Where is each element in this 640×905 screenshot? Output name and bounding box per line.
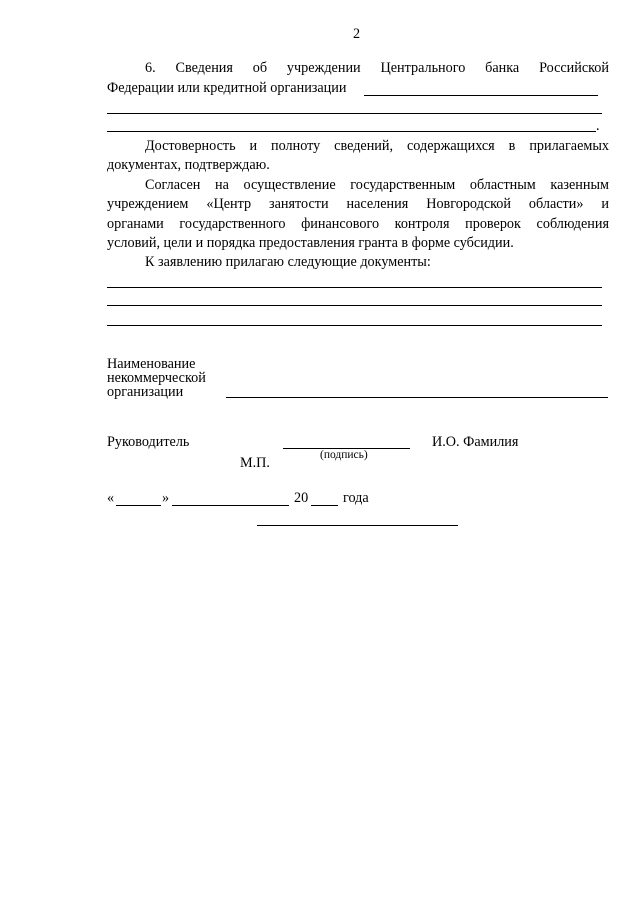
org-name-label-2: некоммерческой bbox=[107, 370, 206, 386]
closing-separator bbox=[257, 525, 458, 526]
signature-caption: (подпись) bbox=[320, 449, 368, 461]
name-label: И.О. Фамилия bbox=[432, 434, 519, 450]
date-century: 20 bbox=[294, 490, 309, 506]
consent-line2: учреждением «Центр занятости населения Новгородской области» и bbox=[107, 196, 609, 212]
org-name-label-3: организации bbox=[107, 384, 184, 400]
section6-line2: Федерации или кредитной организации bbox=[107, 80, 347, 96]
section6-line1: 6. Сведения об учреждении Центрального банка Российской bbox=[145, 60, 609, 76]
date-open-quote: « bbox=[107, 490, 115, 506]
consent-line1: Согласен на осуществление государственным областным казенным bbox=[145, 177, 609, 193]
page-number: 2 bbox=[353, 26, 361, 42]
date-close-quote: » bbox=[162, 490, 170, 506]
bank-name-blank-2[interactable] bbox=[107, 113, 602, 114]
section6-end-dot: . bbox=[596, 118, 600, 134]
attachment-blank-3[interactable] bbox=[107, 325, 602, 326]
date-year-blank[interactable] bbox=[311, 505, 338, 506]
stamp-label: М.П. bbox=[240, 455, 270, 471]
consent-line4: условий, цели и порядка предоставления гранта в форме субсидии. bbox=[107, 235, 514, 251]
bank-name-blank-3[interactable] bbox=[107, 131, 596, 132]
confirm-line2: документах, подтверждаю. bbox=[107, 157, 270, 173]
date-day-blank[interactable] bbox=[116, 505, 161, 506]
bank-name-blank-1[interactable] bbox=[364, 95, 598, 96]
attachment-blank-2[interactable] bbox=[107, 305, 602, 306]
date-year-word: года bbox=[343, 490, 369, 506]
date-month-blank[interactable] bbox=[172, 505, 289, 506]
head-label: Руководитель bbox=[107, 434, 190, 450]
org-name-label-1: Наименование bbox=[107, 356, 196, 372]
org-name-blank[interactable] bbox=[226, 397, 608, 398]
attachment-blank-1[interactable] bbox=[107, 287, 602, 288]
consent-line3: органами государственного финансового контроля проверок соблюдения bbox=[107, 216, 609, 232]
attachments-intro: К заявлению прилагаю следующие документы: bbox=[145, 254, 431, 270]
confirm-line1: Достоверность и полноту сведений, содержащихся в прилагаемых bbox=[145, 138, 609, 154]
